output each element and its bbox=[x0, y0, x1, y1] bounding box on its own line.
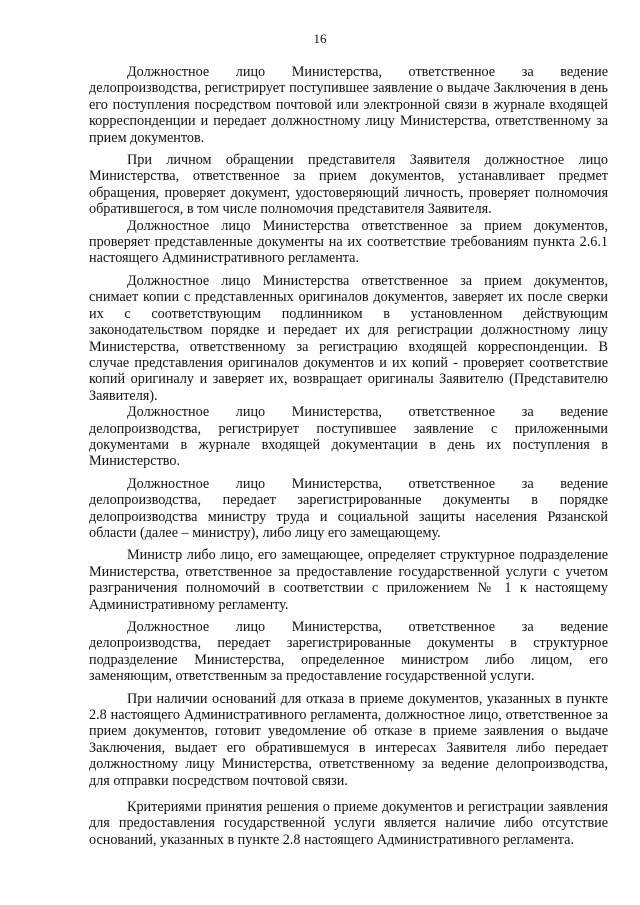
paragraph-registration-journal: Должностное лицо Министерства, ответственное за ведение делопроизводства, регистрирует поступившее заявление с приложенными документами в журнале входящей документации в день их поступления в Министерство. bbox=[89, 404, 608, 470]
paragraph-registration-mail: Должностное лицо Министерства, ответственное за ведение делопроизводства, регистрирует поступившее заявление о выдаче Заключения в день его поступления посредством почтовой или электронной связи в журнале входящей корреспонденции и передает должностному лицу Министерства, ответственному за прием документов. bbox=[89, 64, 608, 146]
paragraph-transfer-to-minister: Должностное лицо Министерства, ответственное за ведение делопроизводства, передает зарегистрированные документы в порядке делопроизводства министру труда и социальной защиты населения Рязанской области (далее – министру), либо лицу его замещающему. bbox=[89, 475, 608, 541]
document-body bbox=[89, 64, 608, 848]
paragraph-refusal-notice: При наличии оснований для отказа в приеме документов, указанных в пункте 2.8 настоящего Административного регламента, должностное лицо, ответственное за прием документов, готовит уведомление об отказе в приеме заявления о выдаче Заключения, выдает его обратившемуся в интересах Заявителя либо передает должностному лицу Министерства, ответственному за ведение делопроизводства, для отправки посредством почтовой связи. bbox=[89, 690, 608, 789]
paragraph-minister-assigns: Министр либо лицо, его замещающее, определяет структурное подразделение Министерства, ответственное за предоставление государственной услуги с учетом разграничения полномочий в соответствии с приложением № 1 к настоящему Административному регламенту. bbox=[89, 547, 608, 613]
paragraph-transfer-to-division: Должностное лицо Министерства, ответственное за ведение делопроизводства, передает зарегистрированные документы в структурное подразделение Министерства, определенное министром либо лицом, его заменяющим, ответственным за предоставление государственной услуги. bbox=[89, 619, 608, 685]
paragraph-decision-criteria: Критериями принятия решения о приеме документов и регистрации заявления для предоставления государственной услуги является наличие либо отсутствие оснований, указанных в пункте 2.8 настоящего Административного регламента. bbox=[89, 799, 608, 848]
page-number: 16 bbox=[313, 31, 327, 46]
paragraph-personal-appeal: При личном обращении представителя Заявителя должностное лицо Министерства, ответственное за прием документов, устанавливает предмет обращения, проверяет документ, удостоверяющий личность, проверяет полномочия обратившегося, в том числе полномочия представителя Заявителя. bbox=[89, 152, 608, 218]
paragraph-copies: Должностное лицо Министерства ответственное за прием документов, снимает копии с представленных оригиналов документов, заверяет их после сверки их с соответствующим подлинником в установленном действующим законодательством порядке и передает их для регистрации должностному лицу Министерства, ответственному за регистрацию входящей корреспонденции. В случае представления оригиналов документов и их копий - проверяет соответствие копий оригиналу и заверяет их, возвращает оригиналы Заявителю (Представителю Заявителя). bbox=[89, 272, 608, 404]
paragraph-document-check: Должностное лицо Министерства ответственное за прием документов, проверяет представленные документы на их соответствие требованиям пункта 2.6.1 настоящего Административного регламента. bbox=[89, 217, 608, 267]
